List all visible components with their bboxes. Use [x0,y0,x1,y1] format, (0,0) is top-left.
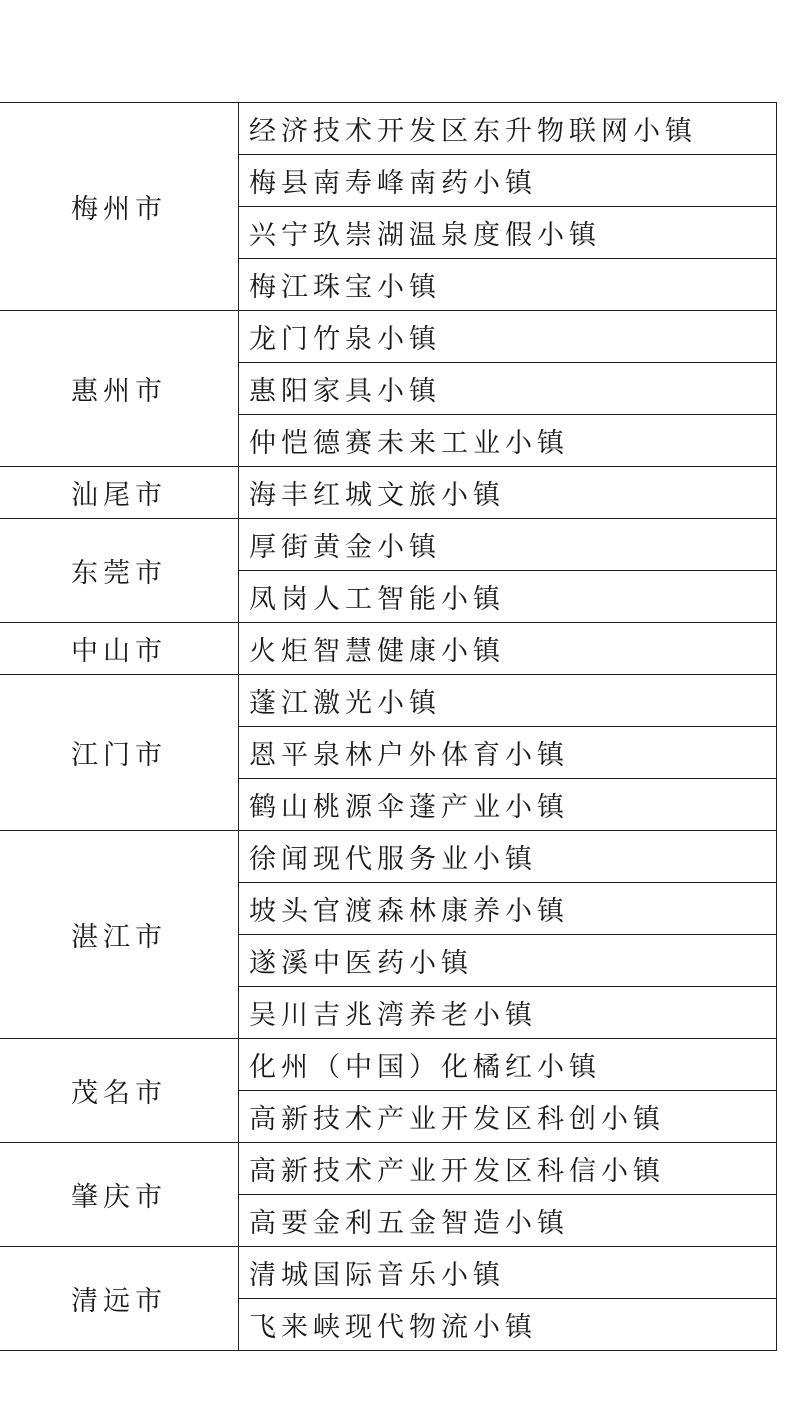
table-row [0,1143,777,1195]
town-cell: 海丰红城文旅小镇 [239,467,777,519]
table-row [0,831,777,883]
town-cell: 飞来峡现代物流小镇 [239,1299,777,1351]
table-row [0,467,777,519]
table-row [0,675,777,727]
town-cell: 恩平泉林户外体育小镇 [239,727,777,779]
city-cell: 肇庆市 [0,1143,239,1247]
town-cell: 龙门竹泉小镇 [239,311,777,363]
table-row [0,103,777,155]
city-cell: 惠州市 [0,311,239,467]
town-cell: 徐闻现代服务业小镇 [239,831,777,883]
town-cell: 梅江珠宝小镇 [239,259,777,311]
town-cell: 化州（中国）化橘红小镇 [239,1039,777,1091]
town-cell: 高要金利五金智造小镇 [239,1195,777,1247]
table-row [0,1247,777,1299]
town-list-table [0,102,777,1351]
town-cell: 经济技术开发区东升物联网小镇 [239,103,777,155]
table-row [0,519,777,571]
table-row [0,1039,777,1091]
town-cell: 仲恺德赛未来工业小镇 [239,415,777,467]
city-cell: 中山市 [0,623,239,675]
town-cell: 吴川吉兆湾养老小镇 [239,987,777,1039]
table-row [0,311,777,363]
city-cell: 汕尾市 [0,467,239,519]
city-cell: 东莞市 [0,519,239,623]
town-cell: 梅县南寿峰南药小镇 [239,155,777,207]
city-cell: 清远市 [0,1247,239,1351]
city-cell: 梅州市 [0,103,239,311]
table-row [0,623,777,675]
city-cell: 湛江市 [0,831,239,1039]
city-cell: 江门市 [0,675,239,831]
town-cell: 蓬江激光小镇 [239,675,777,727]
town-cell: 凤岗人工智能小镇 [239,571,777,623]
town-cell: 厚街黄金小镇 [239,519,777,571]
town-cell: 火炬智慧健康小镇 [239,623,777,675]
town-cell: 遂溪中医药小镇 [239,935,777,987]
table-body [0,103,777,1351]
city-cell: 茂名市 [0,1039,239,1143]
town-cell: 高新技术产业开发区科创小镇 [239,1091,777,1143]
town-cell: 惠阳家具小镇 [239,363,777,415]
town-cell: 鹤山桃源伞蓬产业小镇 [239,779,777,831]
town-cell: 高新技术产业开发区科信小镇 [239,1143,777,1195]
town-cell: 坡头官渡森林康养小镇 [239,883,777,935]
town-cell: 清城国际音乐小镇 [239,1247,777,1299]
town-cell: 兴宁玖崇湖温泉度假小镇 [239,207,777,259]
